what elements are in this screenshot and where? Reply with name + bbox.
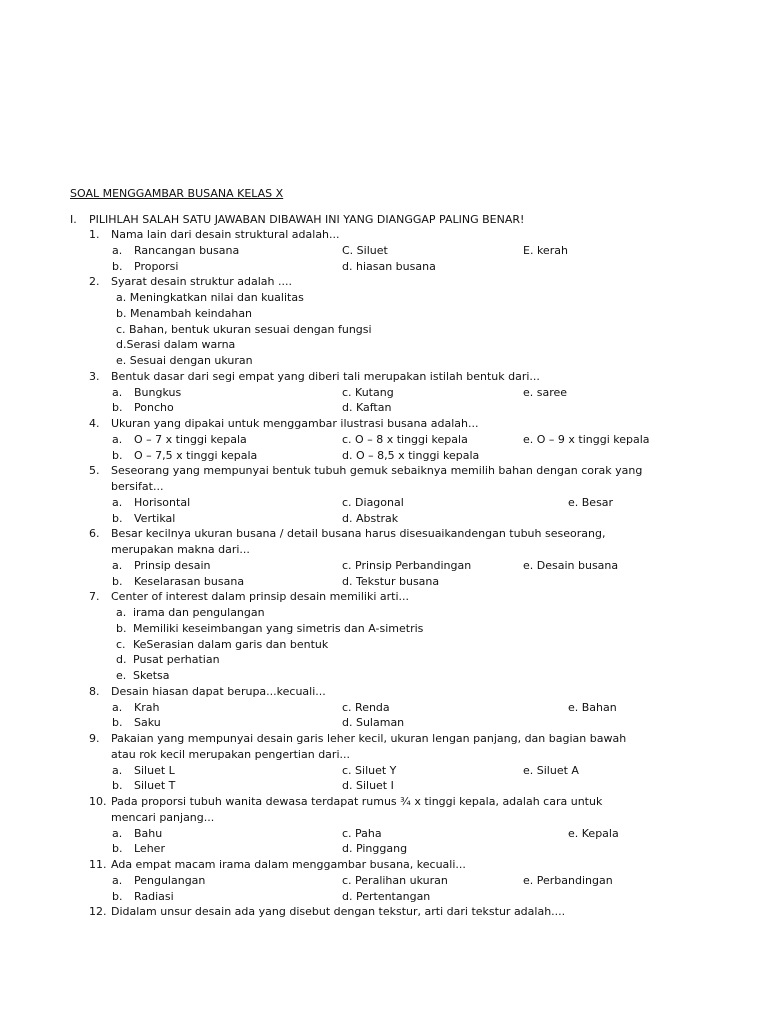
q5-text-line-2: bersifat... (111, 480, 164, 493)
q10-option: Leher (134, 842, 165, 856)
q3-option: d. Kaftan (342, 401, 392, 415)
q3-option: Bungkus (134, 385, 182, 399)
q4-text-line-1: Ukuran yang dipakai untuk menggambar ilustrasi busana adalah... (111, 417, 479, 430)
q7-option-letter: a. (116, 606, 127, 619)
q11-option: e. Perbandingan (523, 873, 613, 887)
q7-option: irama dan pengulangan (133, 606, 265, 619)
q3-text-line-1: Bentuk dasar dari segi empat yang diberi tali merupakan istilah bentuk dari... (111, 369, 540, 383)
q2-number: 2. (89, 275, 100, 289)
q10-option-letter: a. (112, 826, 123, 840)
q7-number: 7. (89, 590, 100, 604)
q2-text-line-1: Syarat desain struktur adalah .... (111, 275, 292, 289)
q10-text-line-1: Pada proporsi tubuh wanita dewasa terdapat rumus ¾ x tinggi kepala, adalah cara untuk (111, 795, 603, 808)
q7-option-letter: e. (116, 669, 127, 682)
q5-number: 5. (89, 464, 100, 478)
q6-option-letter: a. (112, 558, 123, 572)
doc-title: SOAL MENGGAMBAR BUSANA KELAS X (70, 187, 284, 200)
q4-option: d. O – 8,5 x tinggi kepala (342, 448, 480, 462)
q10-option: e. Kepala (568, 826, 619, 840)
q8-number: 8. (89, 684, 100, 698)
q7-option: KeSerasian dalam garis dan bentuk (133, 637, 329, 651)
q7-option-letter: c. (116, 637, 126, 651)
q6-option: d. Tekstur busana (342, 574, 440, 588)
q8-option: e. Bahan (568, 700, 617, 714)
q5-option: Vertikal (134, 511, 176, 525)
q3-option: Poncho (134, 401, 174, 415)
q6-option: e. Desain busana (523, 558, 619, 572)
q4-number: 4. (89, 417, 100, 430)
q7-option: Pusat perhatian (133, 653, 220, 667)
q12-text-line-1: Didalam unsur desain ada yang disebut dengan tekstur, arti dari tekstur adalah.... (111, 905, 566, 919)
q1-option-letter: b. (112, 259, 123, 273)
q3-option-letter: a. (112, 385, 123, 399)
q11-option-letter: a. (112, 873, 123, 887)
q9-option-letter: b. (112, 779, 123, 793)
q3-option: e. saree (523, 385, 568, 399)
q6-option: c. Prinsip Perbandingan (342, 558, 472, 572)
q1-option: Proporsi (134, 259, 179, 273)
q9-option: e. Siluet A (523, 763, 579, 777)
q11-option-letter: b. (112, 889, 123, 903)
q11-number: 11. (89, 858, 107, 871)
q8-text-line-1: Desain hiasan dapat berupa...kecuali... (111, 684, 326, 698)
q3-number: 3. (89, 369, 100, 383)
q4-option-letter: b. (112, 448, 123, 462)
q5-option: e. Besar (568, 495, 614, 509)
q5-option-letter: a. (112, 495, 123, 509)
q10-option: Bahu (134, 826, 163, 840)
q6-text-line-1: Besar kecilnya ukuran busana / detail busana harus disesuaikandengan tubuh seseorang, (111, 527, 606, 541)
q4-option: O – 7,5 x tinggi kepala (134, 448, 258, 462)
q3-option-letter: b. (112, 401, 123, 415)
section-number: I. (70, 213, 77, 226)
q1-option: d. hiasan busana (342, 259, 436, 273)
q1-text-line-1: Nama lain dari desain struktural adalah... (111, 228, 340, 241)
q2-option: c. Bahan, bentuk ukuran sesuai dengan fungsi (116, 322, 372, 336)
q11-option: Radiasi (134, 889, 174, 903)
q7-option-letter: b. (116, 621, 127, 635)
q4-option: c. O – 8 x tinggi kepala (342, 432, 468, 446)
q6-number: 6. (89, 527, 100, 541)
q9-option-letter: a. (112, 763, 123, 777)
section-instruction: PILIHLAH SALAH SATU JAWABAN DIBAWAH INI YANG DIANGGAP PALING BENAR! (89, 213, 525, 226)
q1-option-letter: a. (112, 243, 123, 257)
q2-option: b. Menambah keindahan (116, 306, 253, 320)
q2-option: e. Sesuai dengan ukuran (116, 354, 253, 367)
q10-text-line-2: mencari panjang... (111, 810, 215, 824)
q7-text-line-1: Center of interest dalam prinsip desain memiliki arti... (111, 590, 410, 604)
q5-option-letter: b. (112, 511, 123, 525)
q10-option-letter: b. (112, 842, 123, 856)
q4-option: e. O – 9 x tinggi kepala (523, 432, 650, 446)
q9-number: 9. (89, 732, 100, 745)
q8-option-letter: b. (112, 716, 123, 730)
q2-option: d.Serasi dalam warna (116, 338, 236, 352)
q1-number: 1. (89, 228, 100, 241)
q8-option-letter: a. (112, 700, 123, 714)
q1-option: E. kerah (523, 243, 568, 257)
q6-text-line-2: merupakan makna dari... (111, 543, 250, 556)
q11-text-line-1: Ada empat macam irama dalam menggambar busana, kecuali... (111, 858, 466, 871)
q8-option: c. Renda (342, 700, 390, 714)
q1-option: Rancangan busana (134, 243, 240, 257)
q10-option: c. Paha (342, 826, 382, 840)
q7-option-letter: d. (116, 653, 127, 667)
q8-option: d. Sulaman (342, 716, 405, 730)
q5-text-line-1: Seseorang yang mempunyai bentuk tubuh gemuk sebaiknya memilih bahan dengan corak yang (111, 464, 643, 478)
q8-option: Saku (134, 716, 161, 730)
q7-option: Memiliki keseimbangan yang simetris dan A-simetris (133, 621, 424, 635)
q1-option: C. Siluet (342, 243, 388, 257)
q6-option: Prinsip desain (134, 558, 211, 572)
q3-option: c. Kutang (342, 385, 394, 399)
q11-option: c. Peralihan ukuran (342, 873, 448, 887)
q11-option: d. Pertentangan (342, 889, 431, 903)
q9-option: c. Siluet Y (342, 763, 397, 777)
q4-option-letter: a. (112, 432, 123, 446)
q7-option: Sketsa (133, 669, 170, 682)
q6-option: Keselarasan busana (134, 574, 245, 588)
q9-text-line-2: atau rok kecil merupakan pengertian dari... (111, 747, 350, 761)
q9-option: Siluet T (134, 779, 176, 793)
q11-option: Pengulangan (134, 873, 206, 887)
q4-option: O – 7 x tinggi kepala (134, 432, 247, 446)
q10-number: 10. (89, 795, 107, 808)
q12-number: 12. (89, 905, 107, 919)
q10-option: d. Pinggang (342, 842, 408, 856)
q5-option: d. Abstrak (342, 511, 399, 525)
q8-option: Krah (134, 700, 160, 714)
q5-option: c. Diagonal (342, 495, 404, 509)
q6-option-letter: b. (112, 574, 123, 588)
q2-option: a. Meningkatkan nilai dan kualitas (116, 291, 304, 304)
q9-option: Siluet L (134, 763, 175, 777)
q9-text-line-1: Pakaian yang mempunyai desain garis leher kecil, ukuran lengan panjang, dan bagian bawah (111, 732, 627, 745)
q9-option: d. Siluet I (342, 779, 394, 793)
q5-option: Horisontal (134, 495, 191, 509)
